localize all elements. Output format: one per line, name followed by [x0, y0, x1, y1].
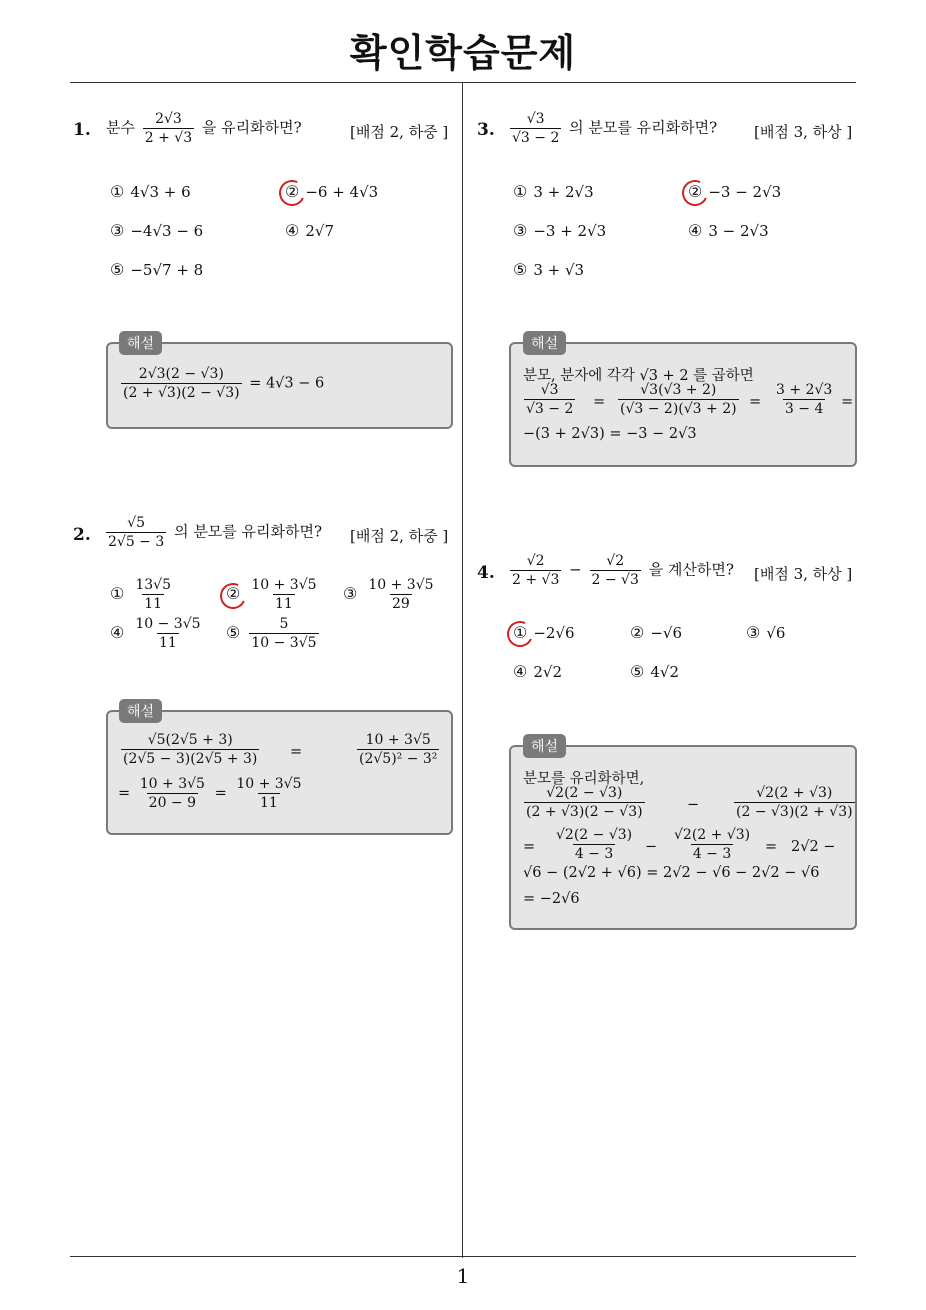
option-4[interactable] [110, 616, 206, 651]
solution-box [106, 710, 453, 835]
fraction-numerator: √2(2 − √3) [556, 827, 633, 843]
option-4[interactable] [513, 662, 562, 681]
solution-fraction [524, 382, 575, 417]
option-5[interactable] [513, 260, 584, 279]
solution-fraction [121, 366, 242, 401]
option-4[interactable] [688, 221, 769, 240]
fraction-numerator: √2(2 − √3) [546, 785, 623, 801]
equals-sign: = [523, 839, 536, 855]
option-value: 3 + 2√3 [533, 183, 594, 201]
option-fraction [249, 616, 318, 651]
option-3[interactable] [110, 221, 203, 240]
solution-fraction [524, 785, 645, 820]
column-divider [462, 83, 463, 1258]
option-value: −3 − 2√3 [708, 183, 782, 201]
question-tail: 을 유리화하면? [201, 118, 302, 137]
solution-line [521, 785, 851, 820]
fraction-denominator: 11 [144, 596, 163, 613]
question-tail: 의 분모를 유리화하면? [569, 118, 718, 137]
fraction-numerator: 2√3 [155, 111, 182, 127]
option-marker: ④ [110, 622, 125, 642]
fraction-denominator: (2 − √3)(2 + √3) [736, 804, 853, 821]
equals-sign: = [118, 785, 131, 802]
question-fraction [590, 553, 641, 588]
minus-sign: − [569, 560, 582, 579]
minus-sign: − [687, 797, 700, 813]
option-value: −√6 [650, 624, 683, 642]
option-5[interactable] [630, 662, 679, 681]
option-value: 2√2 [533, 663, 562, 681]
fraction-numerator: √3 [540, 382, 559, 398]
fraction-denominator: 20 − 9 [148, 795, 197, 812]
option-marker: ④ [285, 221, 300, 240]
option-marker: ③ [746, 623, 761, 642]
option-1[interactable] [110, 182, 191, 201]
option-value: −3 + 2√3 [533, 222, 607, 240]
fraction-denominator: √3 − 2 [512, 130, 560, 147]
fraction-numerator: √2(2 + √3) [756, 785, 833, 801]
option-2[interactable] [630, 623, 682, 642]
option-marker: ② [630, 623, 645, 642]
fraction-numerator: 3 + 2√3 [776, 382, 833, 398]
option-marker: ③ [513, 221, 528, 240]
fraction-denominator: 2 − √3 [591, 572, 639, 589]
solution-line [521, 382, 854, 418]
option-1[interactable] [513, 182, 594, 201]
question-number: 2. [73, 525, 91, 545]
solution-fraction [672, 827, 752, 862]
question-text [507, 553, 734, 588]
solution-tag: 해설 [523, 734, 566, 758]
fraction-numerator: 10 − 3√5 [135, 616, 201, 632]
option-marker: ⑤ [630, 662, 645, 681]
option-fraction [133, 616, 202, 651]
score-meta: [배점 2, 하중 ] [350, 123, 449, 141]
question-number: 3. [477, 120, 495, 140]
solution-fraction [121, 732, 259, 767]
fraction-denominator: 4 − 3 [574, 846, 614, 863]
bottom-rule [70, 1256, 856, 1257]
solution-line: 분모를 유리화하면, [523, 771, 645, 787]
question-fraction [510, 111, 561, 146]
solution-fraction [734, 785, 855, 820]
question-text [507, 111, 717, 146]
solution-line [118, 366, 324, 401]
option-marker: ⑤ [513, 260, 528, 279]
solution-line [118, 776, 307, 811]
fraction-numerator: 10 + 3√5 [368, 577, 434, 593]
option-marker: ③ [110, 221, 125, 240]
option-value: 3 − 2√3 [708, 222, 769, 240]
question-fraction [143, 111, 194, 146]
fraction-denominator: 11 [159, 635, 177, 652]
equals-sign: = [290, 744, 303, 760]
solution-term: 2√2 − [791, 839, 836, 855]
option-5[interactable] [110, 260, 203, 279]
page-title: 확인학습문제 [349, 31, 577, 75]
fraction-numerator: √3 [526, 111, 545, 127]
fraction-numerator: 10 + 3√5 [365, 732, 431, 748]
option-value: −4√3 − 6 [130, 222, 204, 240]
fraction-numerator: √5 [127, 515, 146, 531]
solution-box [509, 745, 857, 930]
question-number: 1. [73, 120, 91, 140]
option-value: √6 [766, 624, 786, 642]
solution-fraction [138, 776, 207, 811]
fraction-numerator: 10 + 3√5 [236, 776, 302, 792]
solution-fraction [234, 776, 303, 811]
minus-sign: − [645, 839, 658, 855]
fraction-numerator: 10 + 3√5 [251, 577, 317, 593]
solution-line: √6 − (2√2 + √6) = 2√2 − √6 − 2√2 − √6 [523, 865, 820, 881]
fraction-denominator: (√3 − 2)(√3 + 2) [620, 401, 737, 418]
top-rule [70, 82, 856, 83]
fraction-denominator: 29 [392, 596, 410, 613]
option-fraction [249, 577, 318, 612]
option-value: 4√2 [650, 663, 679, 681]
option-marker: ⑤ [226, 622, 241, 642]
solution-result: = 4√3 − 6 [249, 375, 325, 392]
option-marker: ② [226, 583, 241, 603]
fraction-denominator: (2 + √3)(2 − √3) [123, 385, 240, 402]
option-4[interactable] [285, 221, 334, 240]
question-text [106, 111, 302, 146]
fraction-numerator: √3(√3 + 2) [640, 382, 717, 398]
option-marker: ② [285, 182, 300, 201]
score-meta: [배점 2, 하중 ] [350, 527, 449, 545]
fraction-numerator: 2√3(2 − √3) [138, 366, 224, 382]
equals-sign: = [214, 785, 227, 802]
equals-sign: = [749, 394, 762, 410]
equals-sign: = [765, 839, 778, 855]
option-marker: ① [513, 182, 528, 201]
option-marker: ① [110, 583, 125, 603]
option-marker: ③ [343, 583, 358, 603]
option-5[interactable] [226, 616, 322, 651]
fraction-denominator: 4 − 3 [692, 846, 732, 863]
solution-line: 분모, 분자에 각각 √3 + 2 를 곱하면 [523, 368, 754, 384]
solution-tag: 해설 [119, 331, 162, 355]
question-fraction [106, 515, 166, 550]
fraction-denominator: 3 − 4 [784, 401, 824, 418]
solution-tag: 해설 [523, 331, 566, 355]
fraction-numerator: √2(2 + √3) [674, 827, 751, 843]
option-value: −6 + 4√3 [305, 183, 379, 201]
solution-fraction [357, 732, 439, 767]
question-tail: 을 계산하면? [648, 560, 734, 579]
score-meta: [배점 3, 하상 ] [754, 565, 853, 583]
option-3[interactable] [343, 577, 439, 612]
fraction-numerator: 13√5 [135, 577, 171, 593]
solution-fraction [774, 382, 834, 417]
option-value: 2√7 [305, 222, 334, 240]
fraction-numerator: 10 + 3√5 [139, 776, 205, 792]
solution-line: = −2√6 [523, 891, 580, 907]
question-number: 4. [477, 563, 495, 583]
solution-box [106, 342, 453, 429]
solution-fraction [618, 382, 739, 417]
question-text [103, 515, 322, 550]
option-3[interactable] [746, 623, 785, 642]
question-tail: 의 분모를 유리화하면? [174, 522, 323, 541]
option-3[interactable] [513, 221, 606, 240]
fraction-denominator: 11 [275, 596, 293, 613]
score-meta: [배점 3, 하상 ] [754, 123, 853, 141]
fraction-denominator: 10 − 3√5 [251, 635, 317, 652]
question-fraction [510, 553, 561, 588]
option-marker: ⑤ [110, 260, 125, 279]
solution-line [118, 732, 443, 767]
fraction-denominator: 2√5 − 3 [108, 534, 165, 551]
solution-box [509, 342, 857, 467]
option-value: −5√7 + 8 [130, 261, 204, 279]
fraction-numerator: 5 [279, 616, 289, 632]
fraction-denominator: (2√5)² − 3² [359, 751, 438, 768]
fraction-denominator: √3 − 2 [526, 401, 574, 418]
option-value: 3 + √3 [533, 261, 585, 279]
fraction-numerator: √2 [606, 553, 625, 569]
option-fraction [366, 577, 435, 612]
fraction-denominator: 2 + √3 [144, 130, 193, 147]
option-marker: ④ [513, 662, 528, 681]
fraction-denominator: 2 + √3 [512, 572, 560, 589]
fraction-numerator: √5(2√5 + 3) [147, 732, 233, 748]
solution-line: −(3 + 2√3) = −3 − 2√3 [523, 426, 697, 442]
fraction-denominator: (2√5 − 3)(2√5 + 3) [123, 751, 258, 768]
page-number: 1 [456, 1264, 470, 1288]
question-lead: 분수 [106, 118, 135, 137]
option-marker: ② [688, 182, 703, 201]
equals-sign: = [593, 394, 606, 410]
option-value: −2√6 [533, 624, 575, 642]
option-fraction [133, 577, 173, 612]
fraction-denominator: (2 + √3)(2 − √3) [526, 804, 643, 821]
option-marker: ① [110, 182, 125, 201]
option-1[interactable] [110, 577, 176, 612]
fraction-denominator: 11 [260, 795, 278, 812]
solution-fraction [554, 827, 634, 862]
equals-sign: = [841, 394, 854, 410]
fraction-numerator: √2 [526, 553, 545, 569]
solution-tag: 해설 [119, 699, 162, 723]
option-value: 4√3 + 6 [130, 183, 191, 201]
option-marker: ① [513, 623, 528, 642]
option-marker: ④ [688, 221, 703, 240]
